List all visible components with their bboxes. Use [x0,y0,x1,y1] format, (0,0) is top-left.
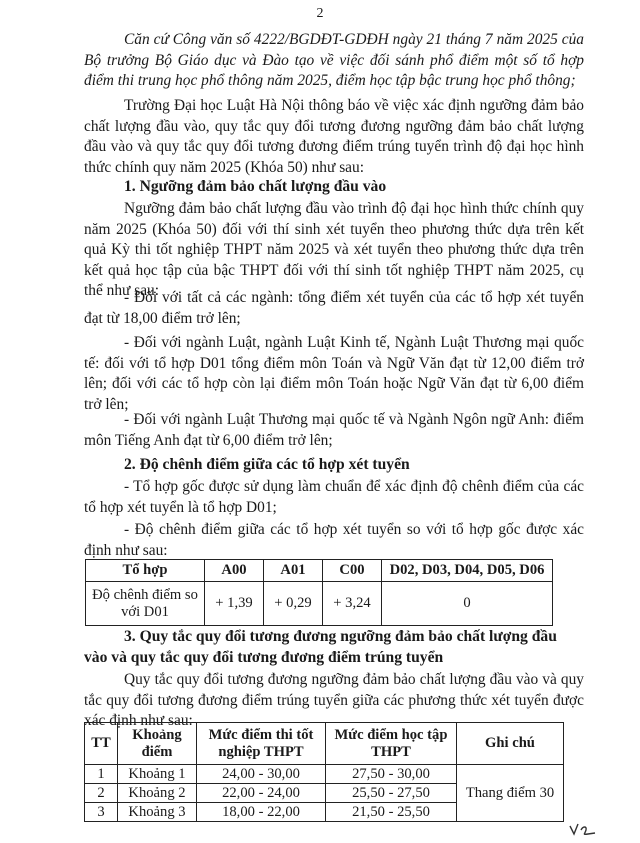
table-header: D02, D03, D04, D05, D06 [382,560,553,582]
table-row [85,765,564,784]
table-header: A00 [205,560,264,582]
table-cell: 18,00 - 22,00 [197,803,326,822]
score-difference-table [85,559,553,626]
table-header: Khoảng điểm [118,723,197,765]
initials-signature [568,820,598,843]
table-header: A01 [264,560,323,582]
table-cell: 25,50 - 27,50 [326,784,457,803]
conversion-table [84,722,564,822]
table-cell: Khoảng 3 [118,803,197,822]
section2-bullet-1: - Tổ hợp gốc được sử dụng làm chuẩn để xác định độ chênh điểm của các tổ hợp xét tuyển là tổ hợp D01; [84,478,584,516]
section1-bullet-3: - Đối với ngành Luật Thương mại quốc tế và Ngành Ngôn ngữ Anh: điểm môn Tiếng Anh đạt từ 6,00 điểm trở lên; [84,411,584,449]
table-cell: Khoảng 1 [118,765,197,784]
table-header: Tổ hợp [86,560,205,582]
table-cell: + 0,29 [264,582,323,626]
intro-paragraph: Trường Đại học Luật Hà Nội thông báo về việc xác định ngưỡng đảm bảo chất lượng đầu vào, quy tắc quy đổi tương đương ngưỡng đảm bảo chất lượng đầu vào và quy tắc quy đổi tương đương điểm trúng tuyển trình độ đại học hình thức chính quy năm 2025 (Khóa 50) như sau: [84,97,584,176]
table-header: C00 [323,560,382,582]
section1-paragraph: Ngưỡng đảm bảo chất lượng đầu vào trình độ đại học hình thức chính quy năm 2025 (Khóa 50) đối với thí sinh xét tuyển theo phương thức dựa trên kết quả Kỳ thi tốt nghiệp THPT năm 2025 và xét tuyển theo phương thức dựa trên kết quả học tập của bậc THPT đối với thí sinh tốt nghiệp THPT năm 2025, cụ thể như sau: [84,200,584,299]
table-cell: 2 [85,784,118,803]
note-cell: Thang điểm 30 [457,765,564,822]
table-header: Mức điểm học tập THPT [326,723,457,765]
section1-bullet-1: - Đối với tất cả các ngành: tổng điểm xét tuyển của các tổ hợp xét tuyển đạt từ 18,00 điểm trở lên; [84,289,584,327]
section3-paragraph: Quy tắc quy đổi tương đương ngưỡng đảm bảo chất lượng đầu vào và quy tắc quy đổi tương đương điểm trúng tuyển giữa các phương thức xét tuyển được xác định như sau: [84,671,584,729]
preamble: Căn cứ Công văn số 4222/BGDĐT-GDĐH ngày 21 tháng 7 năm 2025 của Bộ trưởng Bộ Giáo dục và Đào tạo về việc đối sánh phổ điểm một số tổ hợp điểm thi trung học phổ thông năm 2025, điểm học tập bậc trung học phổ thông; [84,31,584,89]
page-number: 2 [316,6,324,21]
table-cell: Khoảng 2 [118,784,197,803]
table-row-label: Độ chênh điểm so với D01 [86,582,205,626]
section3-heading: 3. Quy tắc quy đổi tương đương ngưỡng đảm bảo chất lượng đầu vào và quy tắc quy đổi tương đương điểm trúng tuyển [84,628,557,666]
table-header: Mức điểm thi tốt nghiệp THPT [197,723,326,765]
table-cell: 3 [85,803,118,822]
section2-bullet-2: - Độ chênh điểm giữa các tổ hợp xét tuyển so với tổ hợp gốc được xác định như sau: [84,521,584,559]
table-cell: + 3,24 [323,582,382,626]
table-cell: 27,50 - 30,00 [326,765,457,784]
table-header: Ghi chú [457,723,564,765]
table-cell: 0 [382,582,553,626]
section1-heading: 1. Ngưỡng đảm bảo chất lượng đầu vào [124,178,387,195]
table-cell: 24,00 - 30,00 [197,765,326,784]
table-cell: + 1,39 [205,582,264,626]
table-cell: 22,00 - 24,00 [197,784,326,803]
section1-bullet-2: - Đối với ngành Luật, ngành Luật Kinh tế, Ngành Luật Thương mại quốc tế: đối với tổ hợp D01 tổng điểm môn Toán và Ngữ Văn đạt từ 12,00 điểm trở lên; đối với các tổ hợp còn lại điểm môn Toán hoặc Ngữ Văn đạt từ 6,00 điểm trở lên; [84,334,584,413]
table-cell: 21,50 - 25,50 [326,803,457,822]
table-cell: 1 [85,765,118,784]
section2-heading: 2. Độ chênh điểm giữa các tổ hợp xét tuyển [124,456,410,473]
table-header: TT [85,723,118,765]
